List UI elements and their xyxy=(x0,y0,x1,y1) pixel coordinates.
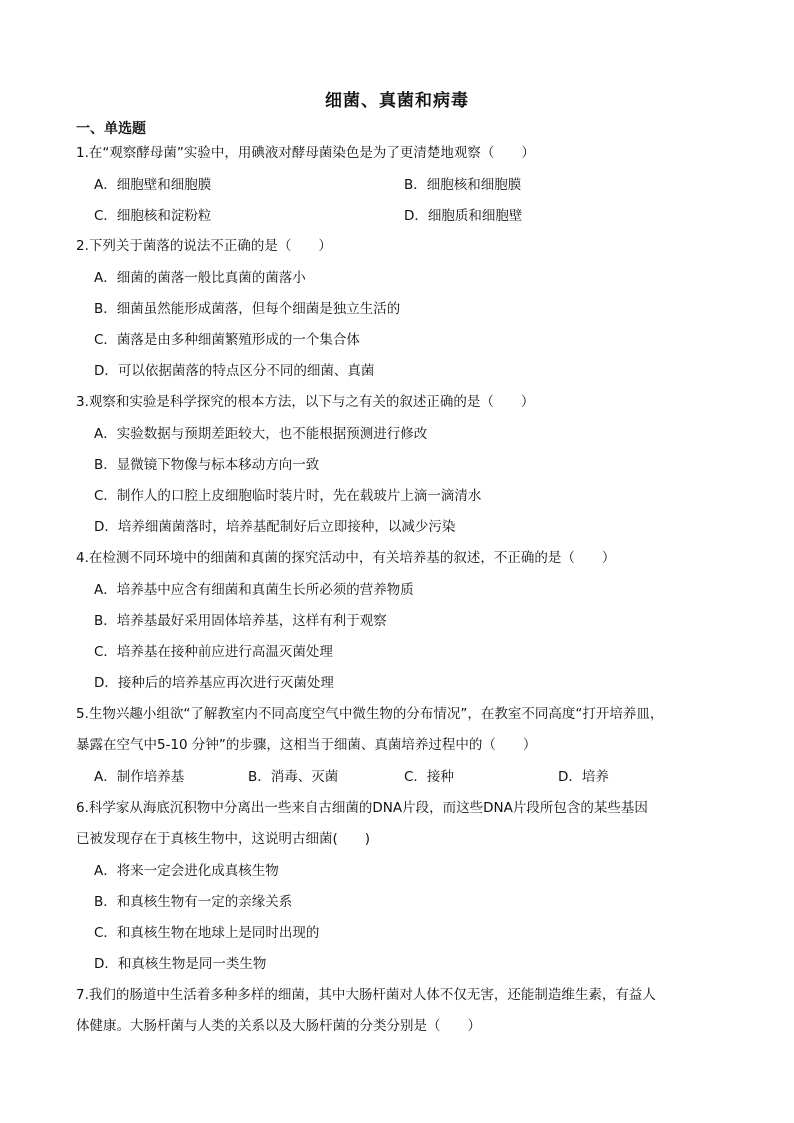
question-text-line1: 我们的肠道中生活着多种多样的细菌，其中大肠杆菌对人体不仅无害，还能制造维生素，有益人 xyxy=(88,987,656,1003)
question-text: 在检测不同环境中的细菌和真菌的探究活动中，有关培养基的叙述，不正确的是（ ） xyxy=(88,550,616,566)
question-6 xyxy=(76,793,736,824)
question-1 xyxy=(76,138,736,169)
option-3b: B．显微镜下物像与标本移动方向一致 xyxy=(94,457,320,473)
question-3 xyxy=(76,387,736,418)
option-1d: D．细胞质和细胞壁 xyxy=(404,208,523,224)
option-6b: B．和真核生物有一定的亲缘关系 xyxy=(94,894,293,910)
option-1c: C．细胞核和淀粉粒 xyxy=(94,208,212,224)
question-text: 观察和实验是科学探究的根本方法，以下与之有关的叙述正确的是（ ） xyxy=(88,394,535,410)
question-text-line1: 生物兴趣小组欲“了解教室内不同高度空气中微生物的分布情况”，在教室不同高度“打开培养皿， xyxy=(88,706,664,722)
question-2 xyxy=(76,231,736,262)
question-text: 在“观察酵母菌”实验中，用碘液对酵母菌染色是为了更清楚地观察（ ） xyxy=(88,145,535,161)
option-5b: B．消毒、灭菌 xyxy=(248,769,339,785)
option-6d: D．和真核生物是同一类生物 xyxy=(94,956,267,972)
question-text: 下列关于菌落的说法不正确的是（ ） xyxy=(88,238,332,254)
option-4d: D．接种后的培养基应再次进行灭菌处理 xyxy=(94,675,334,691)
question-text-line2: 体健康。大肠杆菌与人类的关系以及大肠杆菌的分类分别是（ ） xyxy=(76,1018,481,1034)
option-4b: B．培养基最好采用固体培养基，这样有利于观察 xyxy=(94,613,387,629)
question-number: 2. xyxy=(76,238,89,254)
question-5-cont xyxy=(76,730,736,761)
question-number: 7. xyxy=(76,987,89,1003)
question-text-line1: 科学家从海底沉积物中分离出一些来自古细菌的DNA片段，而这些DNA片段所包含的某些基因 xyxy=(88,800,648,816)
question-number: 4. xyxy=(76,550,89,566)
option-1b: B．细胞核和细胞膜 xyxy=(404,177,522,193)
question-text-line2: 已被发现存在于真核生物中，这说明古细菌( ) xyxy=(76,831,371,847)
question-number: 5. xyxy=(76,706,89,722)
option-5a: A．制作培养基 xyxy=(94,769,185,785)
question-number: 1. xyxy=(76,145,89,161)
question-6-cont xyxy=(76,824,736,855)
question-number: 3. xyxy=(76,394,89,410)
question-7-cont xyxy=(76,1011,736,1042)
question-text-line2: 暴露在空气中5-10 分钟”的步骤，这相当于细菌、真菌培养过程中的（ ） xyxy=(76,737,537,753)
option-2a: A．细菌的菌落一般比真菌的菌落小 xyxy=(94,270,306,286)
question-number: 6. xyxy=(76,800,89,816)
option-5d: D．培养 xyxy=(558,769,609,785)
option-6a: A．将来一定会进化成真核生物 xyxy=(94,863,279,879)
question-5 xyxy=(76,699,736,730)
section-heading: 一、单选题 xyxy=(76,121,146,137)
option-1a: A．细胞壁和细胞膜 xyxy=(94,177,212,193)
question-7 xyxy=(76,980,736,1011)
option-3c: C．制作人的口腔上皮细胞临时装片时，先在载玻片上滴一滴清水 xyxy=(94,488,482,504)
option-5c: C．接种 xyxy=(404,769,454,785)
option-3a: A．实验数据与预期差距较大，也不能根据预测进行修改 xyxy=(94,426,428,442)
option-2c: C．菌落是由多种细菌繁殖形成的一个集合体 xyxy=(94,332,360,348)
option-2d: D．可以依据菌落的特点区分不同的细菌、真菌 xyxy=(94,363,375,379)
question-4 xyxy=(76,543,736,574)
option-4c: C．培养基在接种前应进行高温灭菌处理 xyxy=(94,644,333,660)
document-title: 细菌、真菌和病毒 xyxy=(325,91,469,111)
option-6c: C．和真核生物在地球上是同时出现的 xyxy=(94,925,320,941)
option-4a: A．培养基中应含有细菌和真菌生长所必须的营养物质 xyxy=(94,582,414,598)
option-3d: D．培养细菌菌落时，培养基配制好后立即接种，以减少污染 xyxy=(94,519,456,535)
option-2b: B．细菌虽然能形成菌落，但每个细菌是独立生活的 xyxy=(94,301,401,317)
